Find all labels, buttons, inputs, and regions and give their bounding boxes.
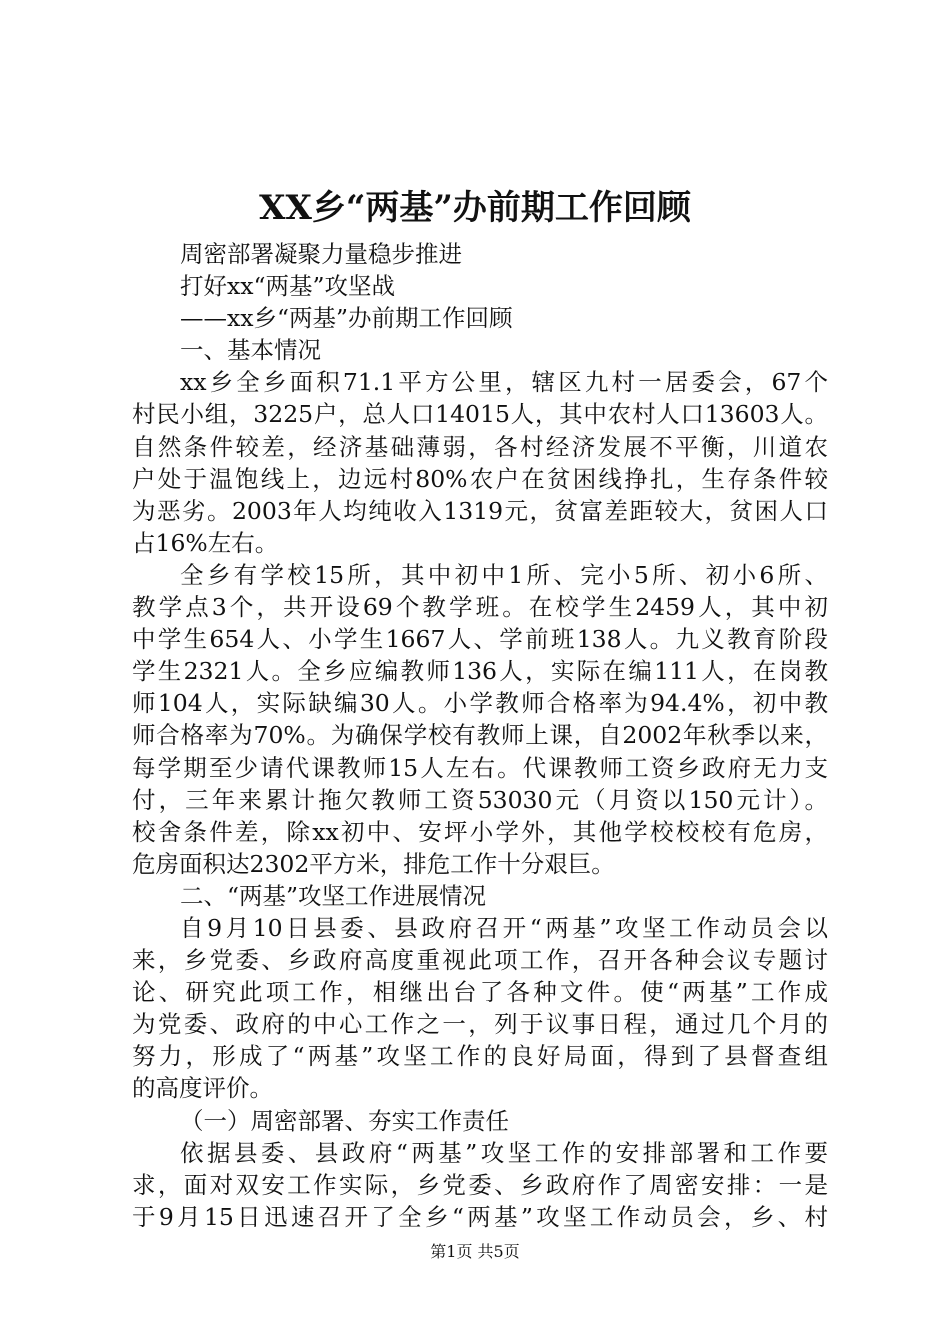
- text-line: 危房面积达2302平方米，排危工作十分艰巨。: [132, 849, 615, 878]
- text-line: 自9月10日县委、县政府召开“两基”攻坚工作动员会以: [180, 913, 828, 942]
- subsection-heading: （一）周密部署、夯实工作责任: [180, 1106, 509, 1135]
- section-heading: 一、基本情况: [180, 336, 321, 365]
- text-line: 教学点3个，共开设69个教学班。在校学生2459人，其中初: [132, 593, 828, 622]
- text-line: 付，三年来累计拖欠教师工资53030元（月资以150元计）。: [132, 785, 828, 814]
- text-line: xx乡全乡面积71.1平方公里，辖区九村一居委会，67个: [180, 368, 828, 397]
- text-line: 依据县委、县政府“两基”攻坚工作的安排部署和工作要: [180, 1138, 828, 1167]
- text-line: 于9月15日迅速召开了全乡“两基”攻坚工作动员会，乡、村: [132, 1202, 828, 1231]
- section-heading: 二、“两基”攻坚工作进展情况: [180, 881, 487, 910]
- text-line: 来，乡党委、乡政府高度重视此项工作，召开各种会议专题讨: [132, 946, 828, 975]
- text-line: 校舍条件差，除xx初中、安坪小学外，其他学校校校有危房，: [132, 817, 828, 846]
- text-line: 求，面对双安工作实际，乡党委、乡政府作了周密安排：一是: [132, 1170, 828, 1199]
- text-line: 为恶劣。2003年人均纯收入1319元，贫富差距较大，贫困人口: [132, 496, 828, 525]
- text-line: 户处于温饱线上，边远村80%农户在贫困线挣扎，生存条件较: [132, 464, 828, 493]
- text-line: 全乡有学校15所，其中初中1所、完小5所、初小6所、: [180, 560, 828, 589]
- text-line: 中学生654人、小学生1667人、学前班138人。九义教育阶段: [132, 625, 828, 654]
- text-line: 占16%左右。: [132, 528, 279, 557]
- text-line: 努力，形成了“两基”攻坚工作的良好局面，得到了县督查组: [132, 1042, 828, 1071]
- text-line: 每学期至少请代课教师15人左右。代课教师工资乡政府无力支: [132, 753, 828, 782]
- text-line: 为党委、政府的中心工作之一，列于议事日程，通过几个月的: [132, 1010, 828, 1039]
- text-line: 的高度评价。: [132, 1074, 273, 1103]
- text-line: 论、研究此项工作，相继出台了各种文件。使“两基”工作成: [132, 978, 828, 1007]
- text-line: 打好xx“两基”攻坚战: [180, 272, 396, 301]
- text-line: ——xx乡“两基”办前期工作回顾: [180, 304, 513, 333]
- text-line: 师104人，实际缺编30人。小学教师合格率为94.4%，初中教: [132, 689, 828, 718]
- page-footer: 第1页 共5页: [430, 1242, 520, 1261]
- document-body: [132, 238, 828, 1233]
- text-line: 师合格率为70%。为确保学校有教师上课，自2002年秋季以来，: [132, 721, 828, 750]
- text-line: 村民小组，3225户，总人口14015人，其中农村人口13603人。: [132, 400, 828, 429]
- document-title: XX乡“两基”办前期工作回顾: [259, 188, 691, 228]
- text-line: 周密部署凝聚力量稳步推进: [180, 240, 462, 268]
- text-line: 自然条件较差，经济基础薄弱，各村经济发展不平衡，川道农: [132, 432, 828, 461]
- text-line: 学生2321人。全乡应编教师136人，实际在编111人，在岗教: [132, 657, 828, 686]
